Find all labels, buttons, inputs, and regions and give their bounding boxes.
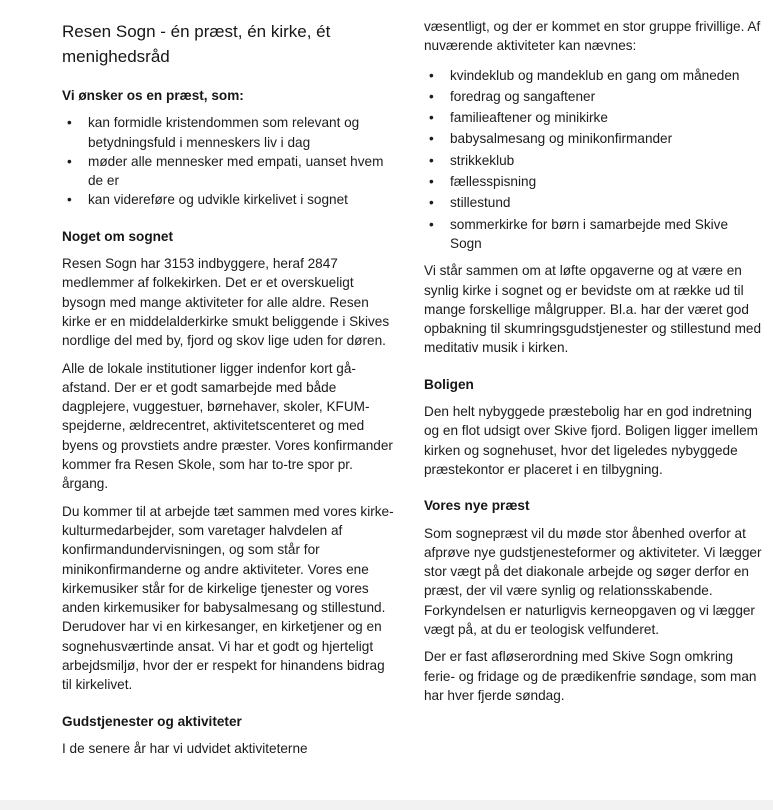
wish-bullet-list bbox=[62, 113, 396, 209]
list-item: • strikkeklub bbox=[450, 151, 762, 170]
right-column bbox=[424, 17, 762, 766]
list-item: • fællesspisning bbox=[450, 172, 762, 191]
left-column bbox=[62, 17, 396, 766]
list-item: • kan formidle kristendommen som relevant og betydningsfuld i menneskers liv i dag bbox=[88, 113, 396, 152]
paragraph-services-intro: I de senere år har vi udvidet aktiviteterne bbox=[62, 740, 308, 756]
paragraph-new-priest: Som sognepræst vil du møde stor åbenhed overfor at afprøve nye gudstjenesteformer og aktiviteter. Vi lægger stor vægt på det diakonale arbejde og søger derfor en præst, der vil være synlig og relationsskabende. Forkyndelsen er naturligvis kerneopgaven og vi lægger vægt på, at du er teologisk velfunderet. bbox=[424, 525, 762, 638]
list-item: • stillestund bbox=[450, 193, 762, 212]
list-item: • babysalmesang og minikonfirmander bbox=[450, 129, 762, 148]
heading-about-parish: Noget om sognet bbox=[62, 228, 174, 244]
list-item: • foredrag og sangaftener bbox=[450, 87, 762, 106]
list-item: • kvindeklub og mandeklub en gang om måneden bbox=[450, 66, 762, 85]
list-item: • møder alle mennesker med empati, uanset hvem de er bbox=[88, 152, 396, 191]
paragraph-together: Vi står sammen om at løfte opgaverne og at være en synlig kirke i sognet og er bevidste om at række ud til mange forskellige målgrupper. Bl.a. har der været god opbakning til skumringsgudstjenester og stillestund med meditativ musik i kirken. bbox=[424, 263, 762, 356]
heading-residence: Boligen bbox=[424, 376, 474, 392]
paragraph-substitute-arrangement: Der er fast afløserordning med Skive Sogn omkring ferie- og fridage og de prædikenfrie søndage, som man har hver fjerde søndag. bbox=[424, 649, 757, 703]
list-item: • sommerkirke for børn i samarbejde med Skive Sogn bbox=[450, 215, 762, 254]
bottom-bar bbox=[0, 800, 773, 810]
paragraph-parish-facts: Resen Sogn har 3153 indbyggere, heraf 2847 medlemmer af folkekirken. Det er et overskueligt bysogn med mange aktiviteter for alle aldre. Resen kirke er en middelalderkirke smukt beliggende i Skives nordlige del med by, fjord og skov lige uden for døren. bbox=[62, 256, 390, 349]
heading-services-activities: Gudstjenester og aktiviteter bbox=[62, 713, 242, 729]
list-item: • kan videreføre og udvikle kirkelivet i sognet bbox=[88, 190, 396, 209]
activities-bullet-list bbox=[424, 66, 762, 254]
paragraph-staff: Du kommer til at arbejde tæt sammen med vores kirke-kulturmedarbejder, som varetager halvdelen af konfirmandundervisningen, og som står for minikonfirmanderne og andre aktiviteter. Vores ene kirkemusiker står for de kirkelige tjenester og vores anden kirkemusiker for babysalmesang og stillestund. Derudover har vi en kirkesanger, en kirketjener og en sognehusværtinde ansat. Vi har et godt og hjerteligt arbejdsmiljø, hvor der er respekt for hinandens bidrag til kirkelivet. bbox=[62, 503, 394, 693]
paragraph-activities-intro: væsentligt, og der er kommet en stor gruppe frivillige. Af nuværende aktiviteter kan nævnes: bbox=[424, 19, 761, 54]
list-item: • familieaftener og minikirke bbox=[450, 108, 762, 127]
heading-new-priest: Vores nye præst bbox=[424, 498, 530, 514]
document-title: Resen Sogn - én præst, én kirke, ét menighedsråd bbox=[62, 22, 331, 66]
paragraph-residence: Den helt nybyggede præstebolig har en god indretning og en flot udsigt over Skive fjord. Boligen ligger imellem kirken og sognehuset, hvor det ligeledes nybyggede præstekontor er placeret i en tilbygning. bbox=[424, 404, 758, 477]
paragraph-institutions: Alle de lokale institutioner ligger indenfor kort gå-afstand. Der er et godt samarbejde med både dagplejere, vuggestuer, børnehaver, skoler, KFUM-spejderne, ældrecentret, aktivitetscenteret og med byens og provstiets andre præster. Vores konfirmander kommer fra Resen Skole, som har to-tre spor pr. årgang. bbox=[62, 360, 393, 492]
heading-wish-list: Vi ønsker os en præst, som: bbox=[62, 88, 244, 103]
